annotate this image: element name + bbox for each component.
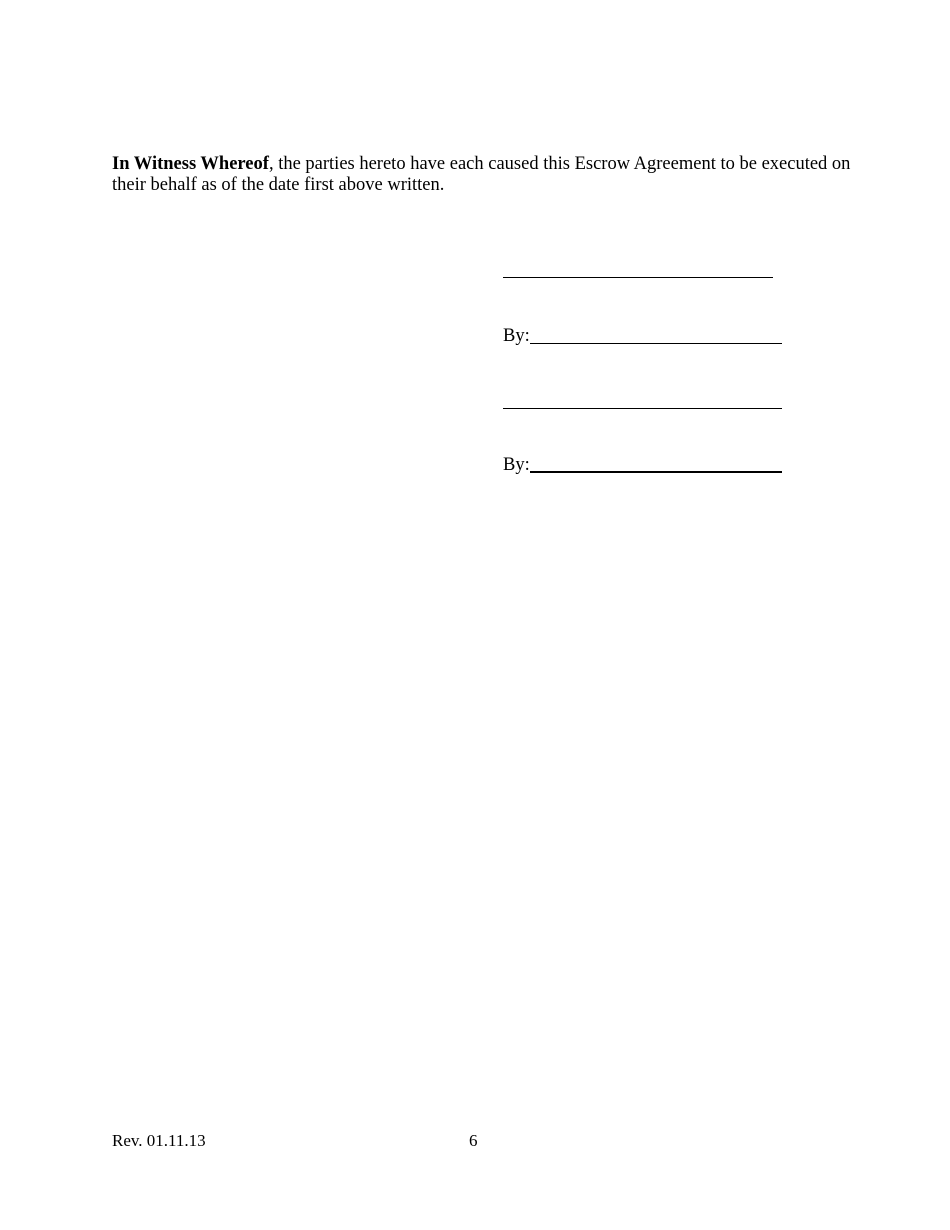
witness-clause-text: , the parties hereto have each caused this Escrow Agreement to be executed on their behalf as of the date first above written.: [112, 154, 851, 195]
signature-line-1: [530, 343, 782, 344]
party-name-line-2: [503, 408, 782, 409]
witness-clause: [112, 154, 852, 196]
signature-line-2: [530, 471, 782, 473]
by-label-2: By:: [503, 455, 530, 475]
page-number: 6: [469, 1131, 478, 1150]
signature-by-row-1: [503, 325, 782, 347]
party-name-line-1: [503, 277, 773, 278]
by-label-1: By:: [503, 326, 530, 346]
witness-clause-lead: In Witness Whereof: [112, 154, 269, 174]
revision-label: Rev. 01.11.13: [112, 1131, 206, 1150]
signature-by-row-2: [503, 454, 782, 476]
